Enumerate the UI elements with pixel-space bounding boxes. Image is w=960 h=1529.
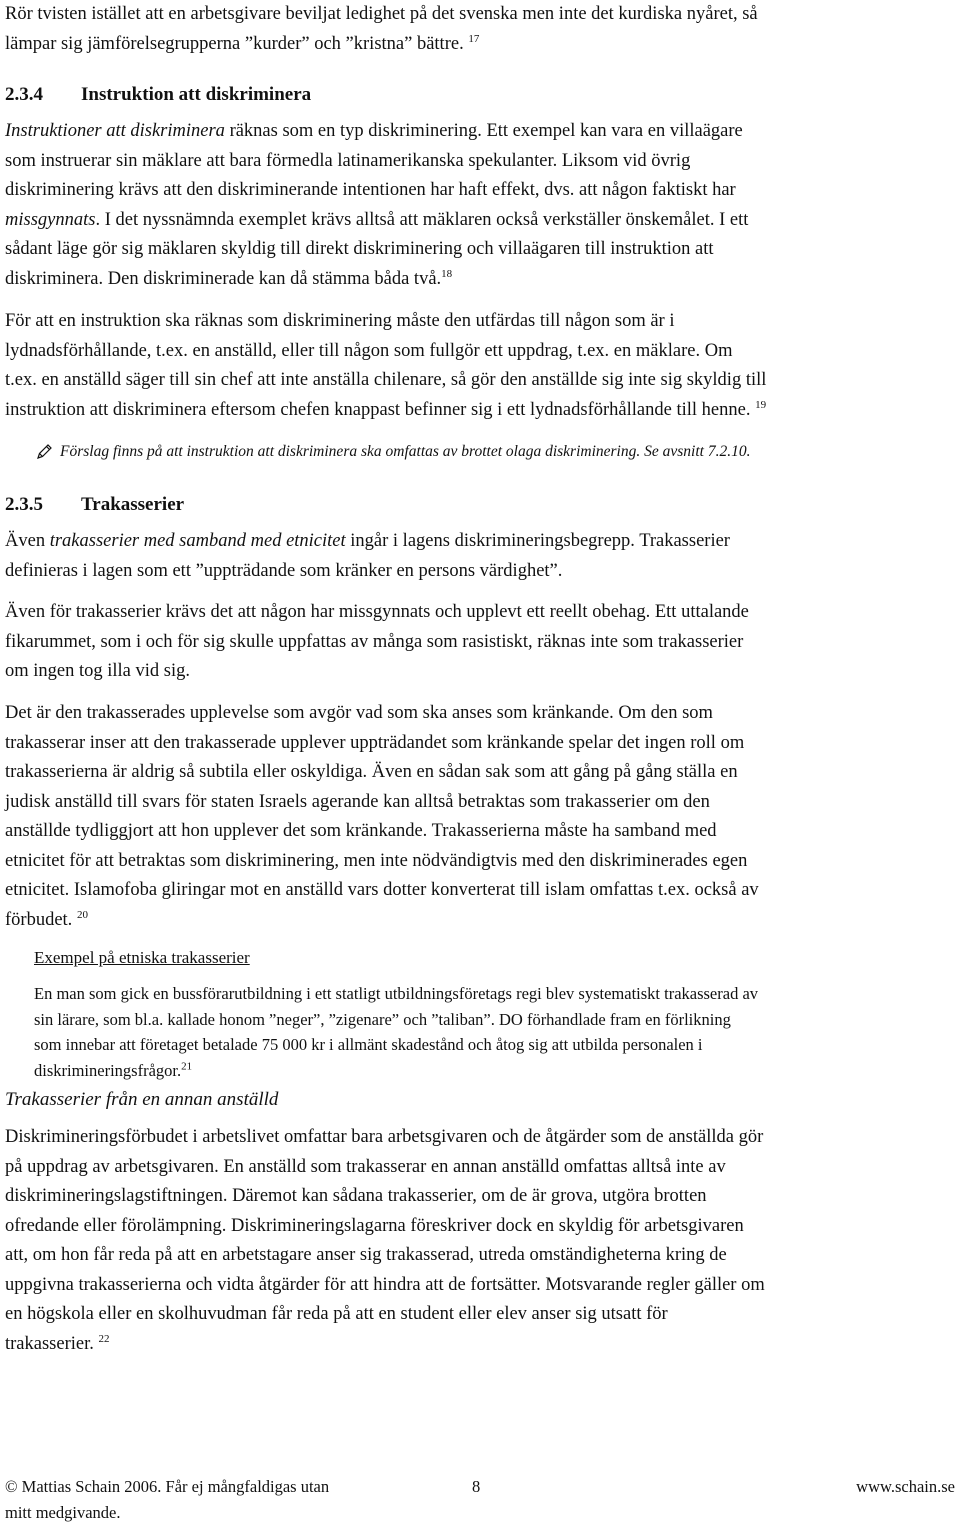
instruction-text: räknas som en typ diskriminering. Ett exempel kan vara en villaägare som instruerar sin mäklare att bara förmedla latinamerikanska spekulanter. Liksom vid övrig diskriminering krävs att den diskriminerande intentionen har haft effekt, dvs. att någon faktiskt har: [5, 121, 743, 200]
definition-text-b: ingår i lagens diskrimineringsbegrepp. Trakasserier definieras i lagen som ett ”uppträdande som kränker en persons värdighet”.: [5, 531, 730, 581]
instruction-term: Instruktioner att diskriminera: [5, 121, 225, 141]
footnote-ref-20: 20: [76, 908, 88, 921]
copyright-line-2: mitt medgivande.: [5, 1503, 121, 1522]
footer-website: www.schain.se: [856, 1477, 955, 1496]
coworker-harassment-text: Diskrimineringsförbudet i arbetslivet omfattar bara arbetsgivaren och de åtgärder som de anställda gör på uppdrag av arbetsgivaren. En anställd som trakasserar en annan anställd omfattas alltså inte av diskrimineringslagstiftningen. Däremot kan sådana trakasserier, om de är grova, utgöra brotten ofredande eller förolämpning. Diskrimineringslagarna föreskriver dock en skyldig för arbetsgivaren att, om hon får reda på att en arbetstagare anser sig trakasserad, utreda omständigheterna kring de uppgivna trakasserierna och vidta åtgärder för att hindra att de fortsätter. Motsvarande regler gäller om en högskola eller en skolhuvudman får reda på att en student eller elev anser sig utsatt för trakasserier.: [5, 1127, 765, 1354]
section-heading-2-3-4: [5, 82, 311, 108]
page-number: 8: [472, 1477, 481, 1496]
pencil-icon: [36, 442, 54, 460]
definition-term: trakasserier med samband med etnicitet: [49, 531, 346, 551]
example-title: Exempel på etniska trakasserier: [34, 948, 250, 967]
harassment-requirement-paragraph: Även för trakasserier krävs det att någon har missgynnats och upplevt ett reellt obehag. Ett uttalande fikarummet, som i och för sig skulle uppfattas av många som rasistiskt, räknas inte som trakasserier om ingen tog illa vid sig.: [5, 602, 749, 681]
example-text: En man som gick en bussförarutbildning i ett statligt utbildningsföretags regi blev systematiskt trakasserad av sin lärare, som bl.a. kallade honom ”neger”, ”zigenare” och ”taliban”. DO förhandlade fram en förlikning som innebar att företaget betalade 75 000 kr i allmänt skadestånd och åtog sig att utbilda personalen i diskrimineringsfrågor.: [34, 984, 759, 1080]
instruction-text-tail: . I det nyssnämnda exemplet krävs alltså att mäklaren också verkställer önskemålet. I ett sådant läge gör sig mäklaren skyldig till direkt diskriminering och villaägaren till instruktion att diskriminera. Den diskriminerade kan då stämma båda två.: [5, 209, 749, 289]
harassment-definition-paragraph: [5, 527, 955, 586]
section-number: 2.3.4: [5, 84, 43, 105]
example-body: [34, 981, 954, 1083]
intro-text: Rör tvisten istället att en arbetsgivare beviljat ledighet på det svenska men inte det kurdiska nyåret, så lämpar sig jämförelsegrupperna ”kurder” och ”kristna” bättre.: [5, 4, 758, 54]
section-title: Instruktion att diskriminera: [81, 84, 312, 105]
footnote-ref-21: 21: [181, 1060, 193, 1072]
copyright-line-1: © Mattias Schain 2006. Får ej mångfaldigas utan: [5, 1477, 330, 1496]
subheading-coworker-harassment: Trakasserier från en annan anställd: [5, 1089, 279, 1110]
footer-copyright: [5, 1474, 329, 1526]
section-title: Trakasserier: [81, 494, 185, 515]
footnote-ref-18: 18: [441, 267, 453, 280]
coworker-harassment-paragraph: [5, 1123, 955, 1359]
section-number: 2.3.5: [5, 494, 43, 515]
victim-experience-text: Det är den trakasserades upplevelse som avgör vad som ska anses som kränkande. Om den som trakasserar inser att den trakasserade upplever uppträdandet som kränkande spelar det ingen roll om trakasserierna är aldrig så subtila eller oskyldiga. Även en sådan sak som att gång på gång ställa en judisk anställd till svars för staten Israels agerande kan alltså betraktas som trakasserier om den anställde tydliggjort att hon upplever det som kränkande. Trakasserierna måste ha samband med etnicitet för att betraktas som diskriminering, men inte nödvändigtvis med den diskriminerades egen etnicitet. Islamofoba gliringar mot en anställd vars dotter konverterat till islam omfattas t.ex. också av förbudet.: [5, 703, 759, 930]
victim-experience-paragraph: [5, 699, 955, 935]
section-heading-2-3-5: [5, 492, 184, 518]
footnote-ref-17: 17: [468, 32, 480, 45]
intro-paragraph: [5, 0, 955, 59]
missgynnats-term: missgynnats: [5, 209, 96, 230]
definition-text-a: Även: [5, 531, 50, 551]
proposal-note: Förslag finns på att instruktion att diskriminera ska omfattas av brottet olaga diskriminering. Se avsnitt 7.2.10.: [60, 443, 751, 460]
instruction-paragraph: [5, 117, 955, 294]
footnote-ref-22: 22: [98, 1332, 110, 1345]
footnote-ref-19: 19: [755, 398, 767, 411]
lydnad-paragraph: [5, 307, 955, 425]
lydnad-text: För att en instruktion ska räknas som diskriminering måste den utfärdas till någon som är i lydnadsförhållande, t.ex. en anställd, eller till någon som fullgör ett uppdrag, t.ex. en mäklare. Om t.ex. en anställd säger till sin chef att inte anställa chilenare, så gör den anställde sig inte sig skyldig till instruktion att diskriminera eftersom chefen knappast befinner sig i ett lydnadsförhållande till henne.: [5, 311, 767, 420]
